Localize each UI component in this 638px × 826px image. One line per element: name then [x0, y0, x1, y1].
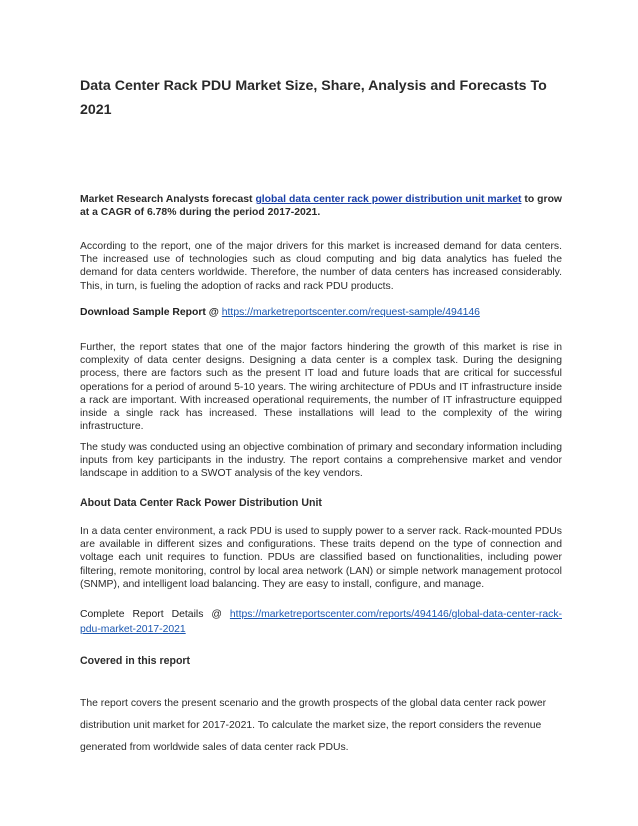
intro-tail: to grow at a CAGR of 6.78% during the period 2017-2021. — [80, 194, 562, 219]
intro-lead: Market Research Analysts forecast — [80, 194, 256, 205]
market-link[interactable]: global data center rack power distribution unit market — [255, 194, 522, 205]
drivers-paragraph: According to the report, one of the major drivers for this market is increased demand for data centers. The increased use of technologies such as cloud computing and big data analytics has fueled the demand for data centers worldwide. Therefore, the number of data centers has increased considerably. This, in turn, is fueling the adoption of racks and rack PDU products. — [80, 241, 562, 292]
about-paragraph: In a data center environment, a rack PDU is used to supply power to a server rack. Rack-mounted PDUs are available in different sizes and configurations. These traits depend on the type of connection and voltage each unit requires to function. PDUs are classified based on functionalities, including power filtering, remote monitoring, control by local area network (LAN) or simple network management protocol (SNMP), and intelligent load balancing. They are easy to install, configure, and manage. — [80, 526, 562, 590]
details-line — [80, 607, 562, 637]
document-title: Data Center Rack PDU Market Size, Share, Analysis and Forecasts To 2021 — [80, 78, 547, 118]
challenges-paragraph: Further, the report states that one of the major factors hindering the growth of this market is rise in complexity of data center designs. Designing a data center is a complex task. During the designing process, there are factors such as the present IT load and future loads that are critical for successful operations for a period of around 5-10 years. The wiring architecture of PDUs and IT infrastructure inside a rack are important. With increased operational requirements, the number of IT infrastructure equipped inside a single rack has increased. These installations will lead to the complexity of the wiring infrastructure. — [80, 342, 562, 433]
download-label: Download Sample Report @ — [80, 307, 222, 318]
covered-paragraph: The report covers the present scenario and the growth prospects of the global data center rack power distribution unit market for 2017-2021. To calculate the market size, the report considers the revenue generated from worldwide sales of data center rack PDUs. — [80, 698, 547, 753]
details-label: Complete Report Details @ — [80, 609, 230, 620]
download-sample-link[interactable]: https://marketreportscenter.com/request-sample/494146 — [221, 307, 480, 318]
intro-paragraph — [80, 193, 562, 219]
covered-heading: Covered in this report — [80, 655, 191, 667]
download-line — [80, 305, 562, 320]
study-paragraph: The study was conducted using an objective combination of primary and secondary information including inputs from key participants in the industry. The report contains a comprehensive market and vendor landscape in addition to a SWOT analysis of the key vendors. — [80, 442, 562, 480]
about-heading: About Data Center Rack Power Distribution Unit — [80, 497, 322, 509]
report-details-link[interactable]: https://marketreportscenter.com/reports/494146/global-data-center-rack-pdu-market-2017-2021 — [80, 609, 562, 635]
